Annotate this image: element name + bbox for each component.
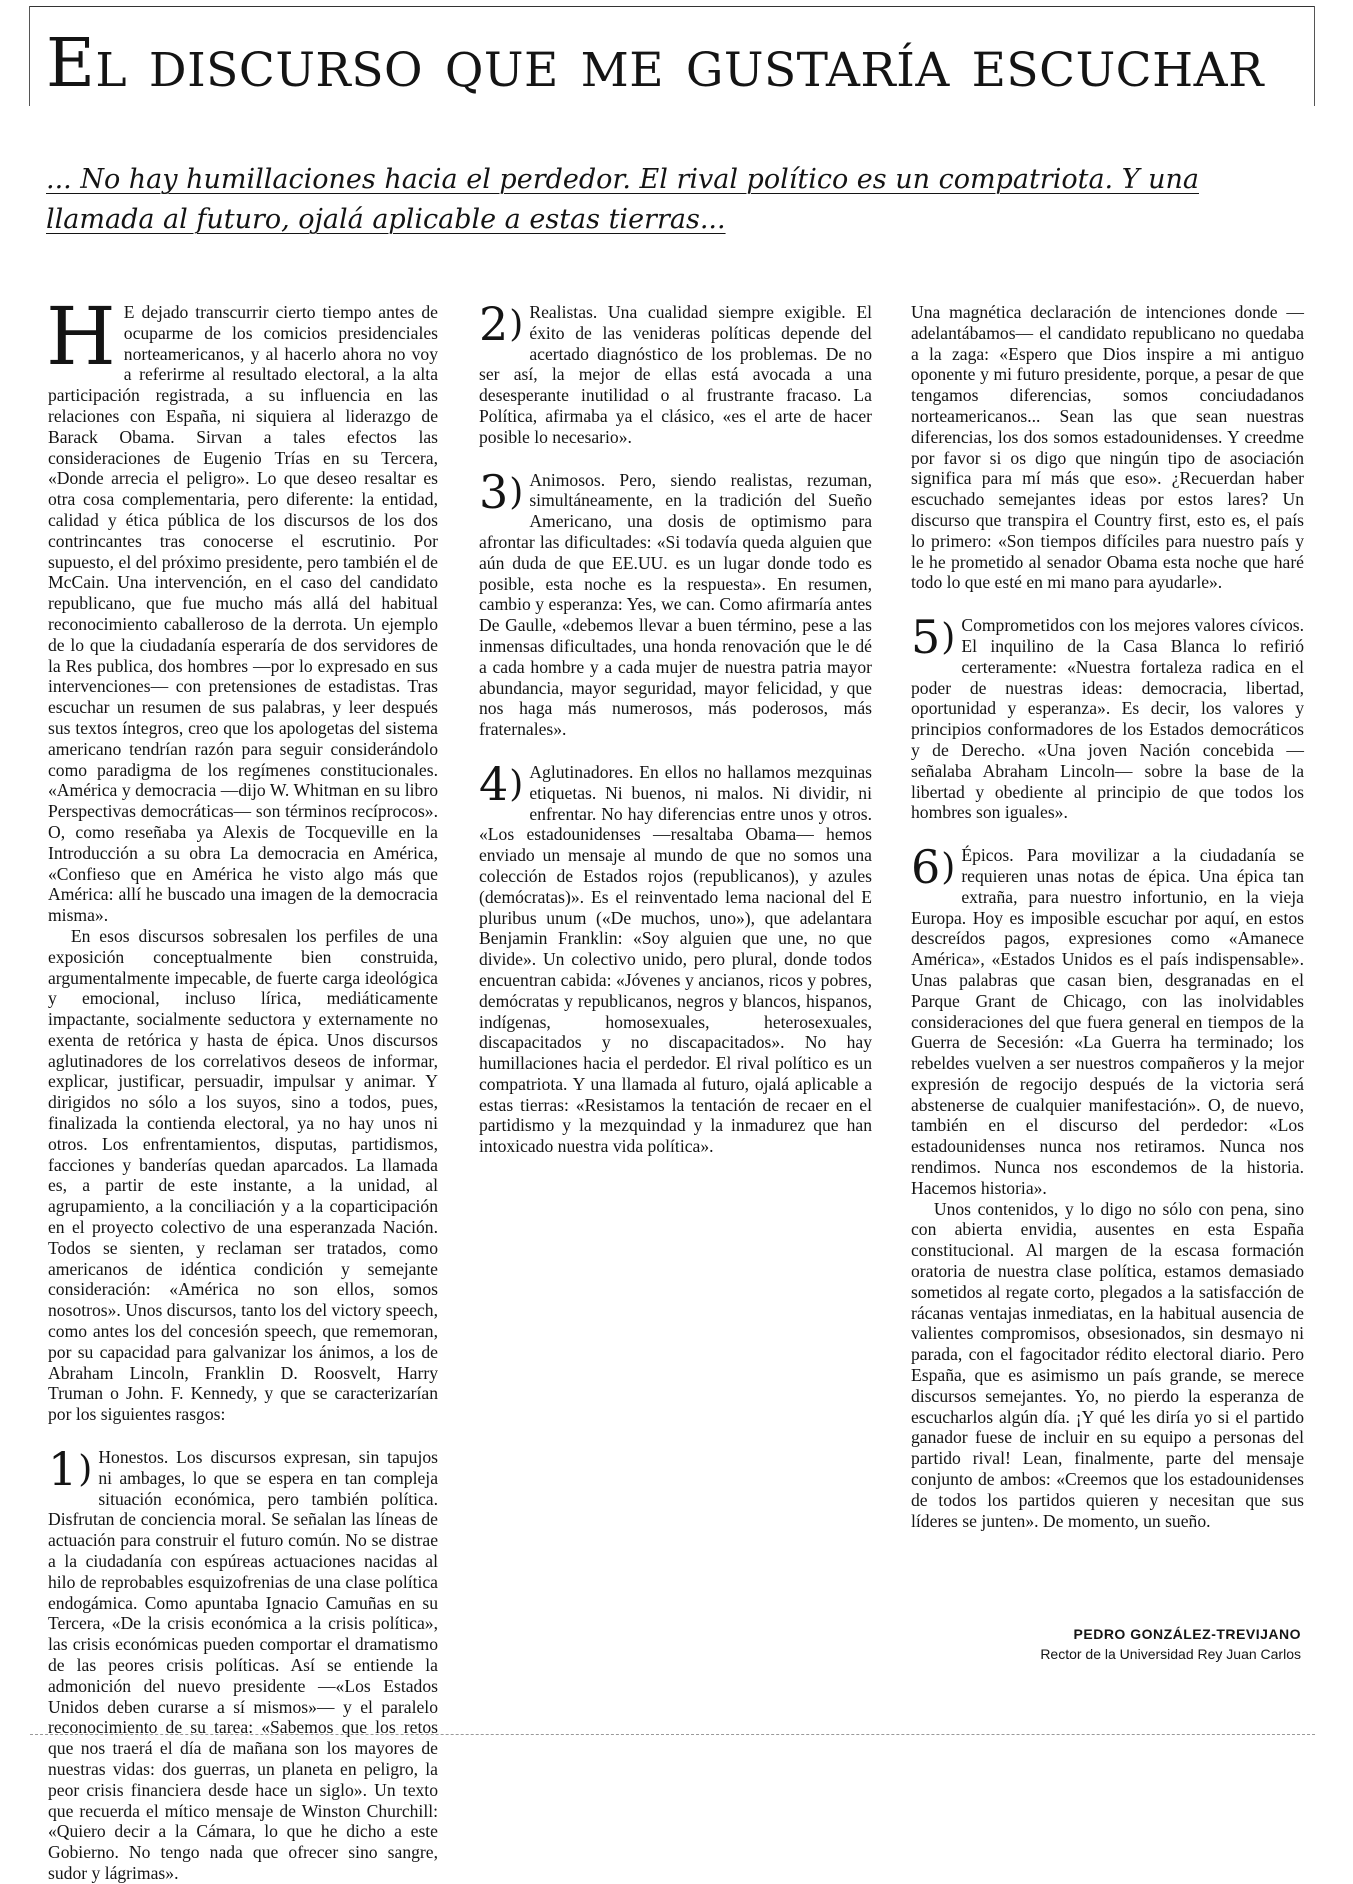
- point-text: Comprometidos con los mejores valores cívicos. El inquilino de la Casa Blanca lo refirió certeramente: «Nuestra fortaleza radica en el poder de nuestras ideas: democracia, libertad, oportunidad y esperanza». Es decir, los valores y principios conformadores de los Estados democráticos y de Derecho. «Una joven Nación concebida —señalaba Abraham Lincoln— sobre la base de la libertad y obediente al principio de que todos los hombres son iguales».: [911, 615, 1304, 823]
- point-6: [911, 840, 1304, 1199]
- bottom-rule: [30, 1734, 1315, 1735]
- point-3: [479, 464, 872, 740]
- intro-paragraph: [46, 290, 438, 926]
- point-text: Épicos. Para movilizar a la ciudadanía se requieren unas notas de épica. Una épica tan extraña, para nuestro infortunio, en la vieja Europa. Hoy es imposible escuchar por aquí, en estos descreídos pagos, expresiones como «Amanece América», «Estados Unidos es el país indispensable». Unas palabras que casan bien, desgranadas en el Parque Grant de Chicago, con las inolvidables consideraciones del que fuera general en tiempos de la Guerra de Secesión: «La Guerra ha terminado; los rebeldes vuelven a ser nuestros compañeros y la mejor expresión de regocijo después de la victoria será abstenerse de cualquier manifestación». O, de nuevo, también en el discurso del perdedor: «Los estadounidenses nunca nos retiramos. Nunca nos rendimos. Nunca nos escondemos de la historia. Hacemos historia».: [911, 845, 1304, 1198]
- deck-subtitle: ... No hay humillaciones hacia el perdedor. El rival político es un compatriota. Y una llamada al futuro, ojalá aplicable a estas tierras...: [46, 164, 1199, 235]
- left-border-rule: [29, 6, 30, 106]
- top-rule: [30, 6, 1315, 7]
- intro-paragraph-text: E dejado transcurrir cierto tiempo antes de ocuparme de los comicios presidenciales norteamericanos, y al hacerlo ahora no voy a referirme al resultado electoral, a la alta participación registrada, a su influencia en las relaciones con España, ni siquiera al liderazgo de Barack Obama. Sirvan a tales efectos las consideraciones de Eugenio Trías en su Tercera, «Donde arrecia el peligro». Lo que deseo resaltar es otra cosa complementaria, pero diferente: la entidad, calidad y ética pública de los discursos de los dos contrincantes tras conocerse el escrutinio. Por supuesto, el del próximo presidente, pero también el de McCain. Una intervención, en el caso del candidato republicano, que fue mucho más allá del habitual reconocimiento caballeroso de la derrota. Un ejemplo de lo que la ciudadanía esperaría de dos servidores de la Res publica, dos hombres —por lo expresado en sus intervenciones— con pretensiones de estadistas. Tras escuchar un resumen de sus palabras, y leer después sus textos íntegros, creo que los apologetas del sistema americano tendrían razón para seguir considerándolo como paradigma de los regímenes constitucionales. «América y democracia —dijo W. Whitman en su libro Perspectivas democráticas— son términos recíprocos». O, como reseñaba ya Alexis de Tocqueville en la Introducción a su obra La democracia en América, «Confieso que en América he visto algo más que América: allí he buscado una imagen de la democracia misma».: [48, 302, 438, 926]
- point-4-continuation: Una magnética declaración de intenciones donde —adelantábamos— el candidato republicano no quedaba a la zaga: «Espero que Dios inspire a mi antiguo oponente y mi futuro presidente, porque, a pesar de que tengamos diferencias, somos conciudadanos norteamericanos... Sean las que sean nuestras diferencias, los dos somos estadounidenses. Y creedme por favor si os digo que ningún tipo de asociación significa para mí más que eso». ¿Recuerdan haber escuchado semejantes ideas por estos lares? Un discurso que transpira el Country first, esto es, el país lo primero: «Son tiempos difíciles para nuestro país y le he prometido al senador Obama esta noche que haré todo lo que esté en mi mano para ayudarle».: [911, 302, 1304, 593]
- point-2: [479, 297, 872, 448]
- point-4: [479, 756, 872, 1157]
- headline: El discurso que me gustaría escuchar: [46, 24, 1264, 102]
- point-number: 6): [911, 840, 956, 895]
- column-3: [911, 302, 1304, 1531]
- point-text: Honestos. Los discursos expresan, sin tapujos ni ambages, lo que se espera en tan compleja situación económica, pero también política. Disfrutan de conciencia moral. Se señalan las líneas de actuación para construir el futuro común. No se distrae a la ciudadanía con espúreas actuaciones nacidas al hilo de reprobables esquizofrenias de una clase política endogámica. Como apuntaba Ignacio Camuñas en su Tercera, «De la crisis económica a la crisis política», las crisis económicas pueden comportar el dramatismo de las peores crisis políticas. Así se entiende la admonición del nuevo presidente —«Los Estados Unidos deben curarse a sí mismos»— y el paralelo reconocimiento de su tarea: «Sabemos que los retos que nos traerá el día de mañana son los mayores de nuestras vidas: dos guerras, un planeta en peligro, la peor crisis financiera desde hace un siglo». Un texto que recuerda el mítico mensaje de Winston Churchill: «Quiero decir a la Cámara, lo que he dicho a este Gobierno. No tengo nada que ofrecer sino sangre, sudor y lágrimas».: [48, 1447, 438, 1883]
- column-2: [479, 297, 872, 1157]
- point-number: 4): [479, 756, 524, 811]
- point-5: [911, 610, 1304, 823]
- intro-paragraph-2: En esos discursos sobresalen los perfiles de una exposición conceptualmente bien construida, argumentalmente impecable, de fuerte carga ideológica y emocional, incluso lírica, mediáticamente impactante, socialmente seductora y externamente no exenta de retórica y hasta de épica. Unos discursos aglutinadores de los correlativos deseos de informar, explicar, justificar, persuadir, impulsar y animar. Y dirigidos no sólo a los suyos, sino a todos, pues, finalizada la contienda electoral, ya no hay unos ni otros. Los enfrentamientos, disputas, partidismos, facciones y banderías quedan aparcados. La llamada es, a partir de este instante, a la unidad, al agrupamiento, a la conciliación y a la coparticipación en el proyecto colectivo de una esperanzada Nación. Todos se sienten, y reclaman ser tratados, como americanos de idéntica condición y semejante consideración: «América no son ellos, somos nosotros». Unos discursos, tanto los del victory speech, como antes los del concesión speech, que rememoran, por su capacidad para galvanizar los ánimos, a los de Abraham Lincoln, Franklin D. Roosvelt, Harry Truman o John. F. Kennedy, y que se caracterizarían por los siguientes rasgos:: [48, 925, 438, 1425]
- point-text: Aglutinadores. En ellos no hallamos mezquinas etiquetas. Ni buenos, ni malos. Ni dividir, ni enfrentar. No hay diferencias entre unos y otros. «Los estadounidenses —resaltaba Obama— hemos enviado un mensaje al mundo de que no somos una colección de Estados rojos (republicanos), y azules (demócratas)». Es el reinventado lema nacional del E pluribus unum («De muchos, uno»), que adelantara Benjamin Franklin: «Soy alguien que une, no que divide». Un colectivo unido, pero plural, donde todos encuentran cabida: «Jóvenes y ancianos, ricos y pobres, demócratas y republicanos, negros y blancos, hispanos, indígenas, homosexuales, heterosexuales, discapacitados y no discapacitados». No hay humillaciones hacia el perdedor. El rival político es un compatriota. Y una llamada al futuro, ojalá aplicable a estas tierras: «Resistamos la tentación de recaer en el partidismo y la mezquindad y la inmadurez que han intoxicado nuestra vida política».: [479, 761, 872, 1157]
- author-signature: [1040, 1626, 1301, 1662]
- author-title: Rector de la Universidad Rey Juan Carlos: [1040, 1646, 1301, 1662]
- point-1: [48, 1442, 438, 1884]
- closing-paragraph: Unos contenidos, y lo digo no sólo con pena, sino con abierta envidia, ausentes en esta España constitucional. Al margen de la escasa formación oratoria de nuestra clase política, estamos demasiado sometidos al regate corto, plegados a la satisfacción de rácanas ventajas inmediatas, en la habitual ausencia de valientes compromisos, obsesionados, sin desmayo ni parada, con el fagocitador rédito electoral diario. Pero España, que es asimismo un país grande, se merece discursos semejantes. Yo, no pierdo la esperanza de escucharlos algún día. ¡Y qué les diría yo si el partido ganador fuese de incluir en su equipo a personas del partido rival! Lean, finalmente, parte del mensaje conjunto de ambos: «Creemos que los estadounidenses de todos los partidos quieren y necesitan que sus líderes se junten». De momento, un sueño.: [911, 1198, 1304, 1531]
- column-1: [46, 290, 438, 1884]
- point-number: 5): [911, 610, 956, 665]
- drop-cap: H: [46, 290, 116, 383]
- author-name: PEDRO GONZÁLEZ-TREVIJANO: [1073, 1626, 1301, 1642]
- point-number: 3): [479, 464, 524, 519]
- point-number: 2): [479, 297, 524, 351]
- point-text: Realistas. Una cualidad siempre exigible. El éxito de las venideras políticas depende del acertado diagnóstico de los problemas. De no ser así, la mejor de ellas está avocada a una desesperante inutilidad o al frustrante fracaso. La Política, afirmaba ya el clásico, «es el arte de hacer posible lo necesario».: [479, 302, 872, 447]
- point-text: Animosos. Pero, siendo realistas, rezuman, simultáneamente, en la tradición del Sueño Americano, una dosis de optimismo para afrontar las dificultades: «Si todavía queda alguien que aún duda de que EE.UU. es un lugar donde todo es posible, esta noche es la respuesta». En resumen, cambio y esperanza: Yes, we can. Como afirmaría antes De Gaulle, «debemos llevar a buen término, pese a las inmensas dificultades, una honda renovación que le dé a cada hombre y a cada mujer de nuestra patria mayor abundancia, mayor seguridad, mayor felicidad, y que nos haga más numerosos, más poderosos, más fraternales».: [479, 469, 872, 740]
- point-number: 1): [48, 1442, 93, 1497]
